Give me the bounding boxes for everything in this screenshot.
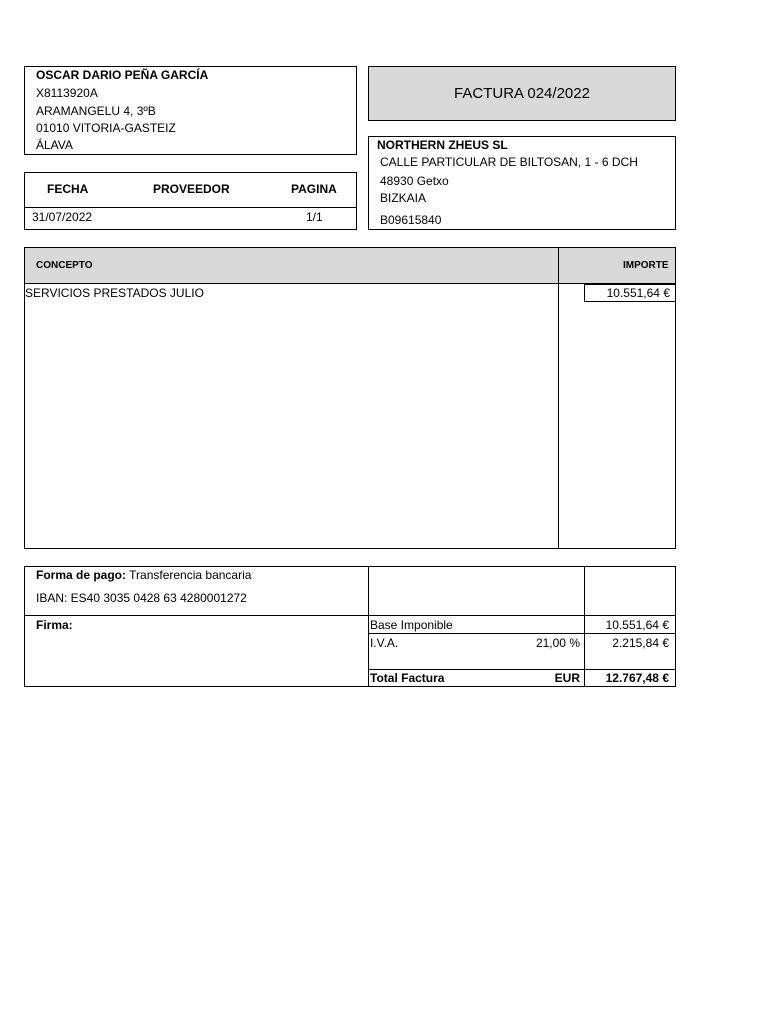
footer-divider-h3: [368, 669, 675, 670]
sender-city: 01010 VITORIA-GASTEIZ: [36, 121, 176, 135]
date-label: FECHA: [47, 182, 89, 196]
lines-header: [25, 248, 675, 283]
invoice-title: FACTURA 024/2022: [454, 85, 590, 102]
total-value: 12.767,48 €: [605, 671, 669, 685]
supplier-label: PROVEEDOR: [153, 182, 230, 196]
iva-value: 2.215,84 €: [612, 636, 669, 650]
payment-iban: IBAN: ES40 3035 0428 63 4280001272: [36, 591, 247, 605]
signature-label: Firma:: [36, 618, 73, 632]
lines-header-divider: [25, 283, 675, 284]
footer-divider-h2: [368, 633, 675, 634]
sender-block: [24, 66, 357, 155]
payment-method: [36, 568, 251, 582]
payment-method-value: Transferencia bancaria: [129, 568, 252, 582]
line-item-amount: 10.551,64 €: [606, 286, 670, 300]
invoice-date: 31/07/2022: [32, 210, 93, 224]
meta-divider: [25, 207, 356, 208]
page-number: 1/1: [306, 210, 323, 224]
sender-name: OSCAR DARIO PEÑA GARCÍA: [36, 68, 209, 82]
meta-block: [24, 172, 357, 230]
client-street: CALLE PARTICULAR DE BILTOSAN, 1 - 6 DCH: [380, 155, 638, 169]
sender-province: ÁLAVA: [36, 138, 73, 152]
lines-column-divider: [558, 248, 559, 548]
sender-street: ARAMANGELU 4, 3ºB: [36, 104, 156, 118]
total-currency: EUR: [554, 671, 580, 685]
client-city: 48930 Getxo: [380, 174, 449, 188]
lines-table: [24, 247, 676, 549]
client-province: BIZKAIA: [380, 191, 427, 205]
base-value: 10.551,64 €: [605, 618, 669, 632]
client-block: [368, 136, 676, 230]
sender-id: X8113920A: [36, 86, 98, 100]
footer-block: [24, 566, 676, 687]
footer-divider-h1: [25, 615, 675, 616]
iva-label: I.V.A.: [370, 636, 399, 650]
payment-method-label: Forma de pago:: [36, 568, 127, 582]
iva-rate: 21,00 %: [535, 636, 580, 650]
invoice-title-box: [368, 66, 676, 121]
amount-header: IMPORTE: [623, 260, 669, 271]
client-name: NORTHERN ZHEUS SL: [377, 138, 508, 152]
line-item-amount-cell: [584, 284, 676, 302]
base-label: Base Imponible: [370, 618, 453, 632]
concept-header: CONCEPTO: [36, 260, 93, 271]
line-item-concept: SERVICIOS PRESTADOS JULIO: [25, 286, 204, 300]
total-label: Total Factura: [370, 671, 445, 685]
page-label: PAGINA: [291, 182, 337, 196]
client-cif: B09615840: [380, 213, 442, 227]
